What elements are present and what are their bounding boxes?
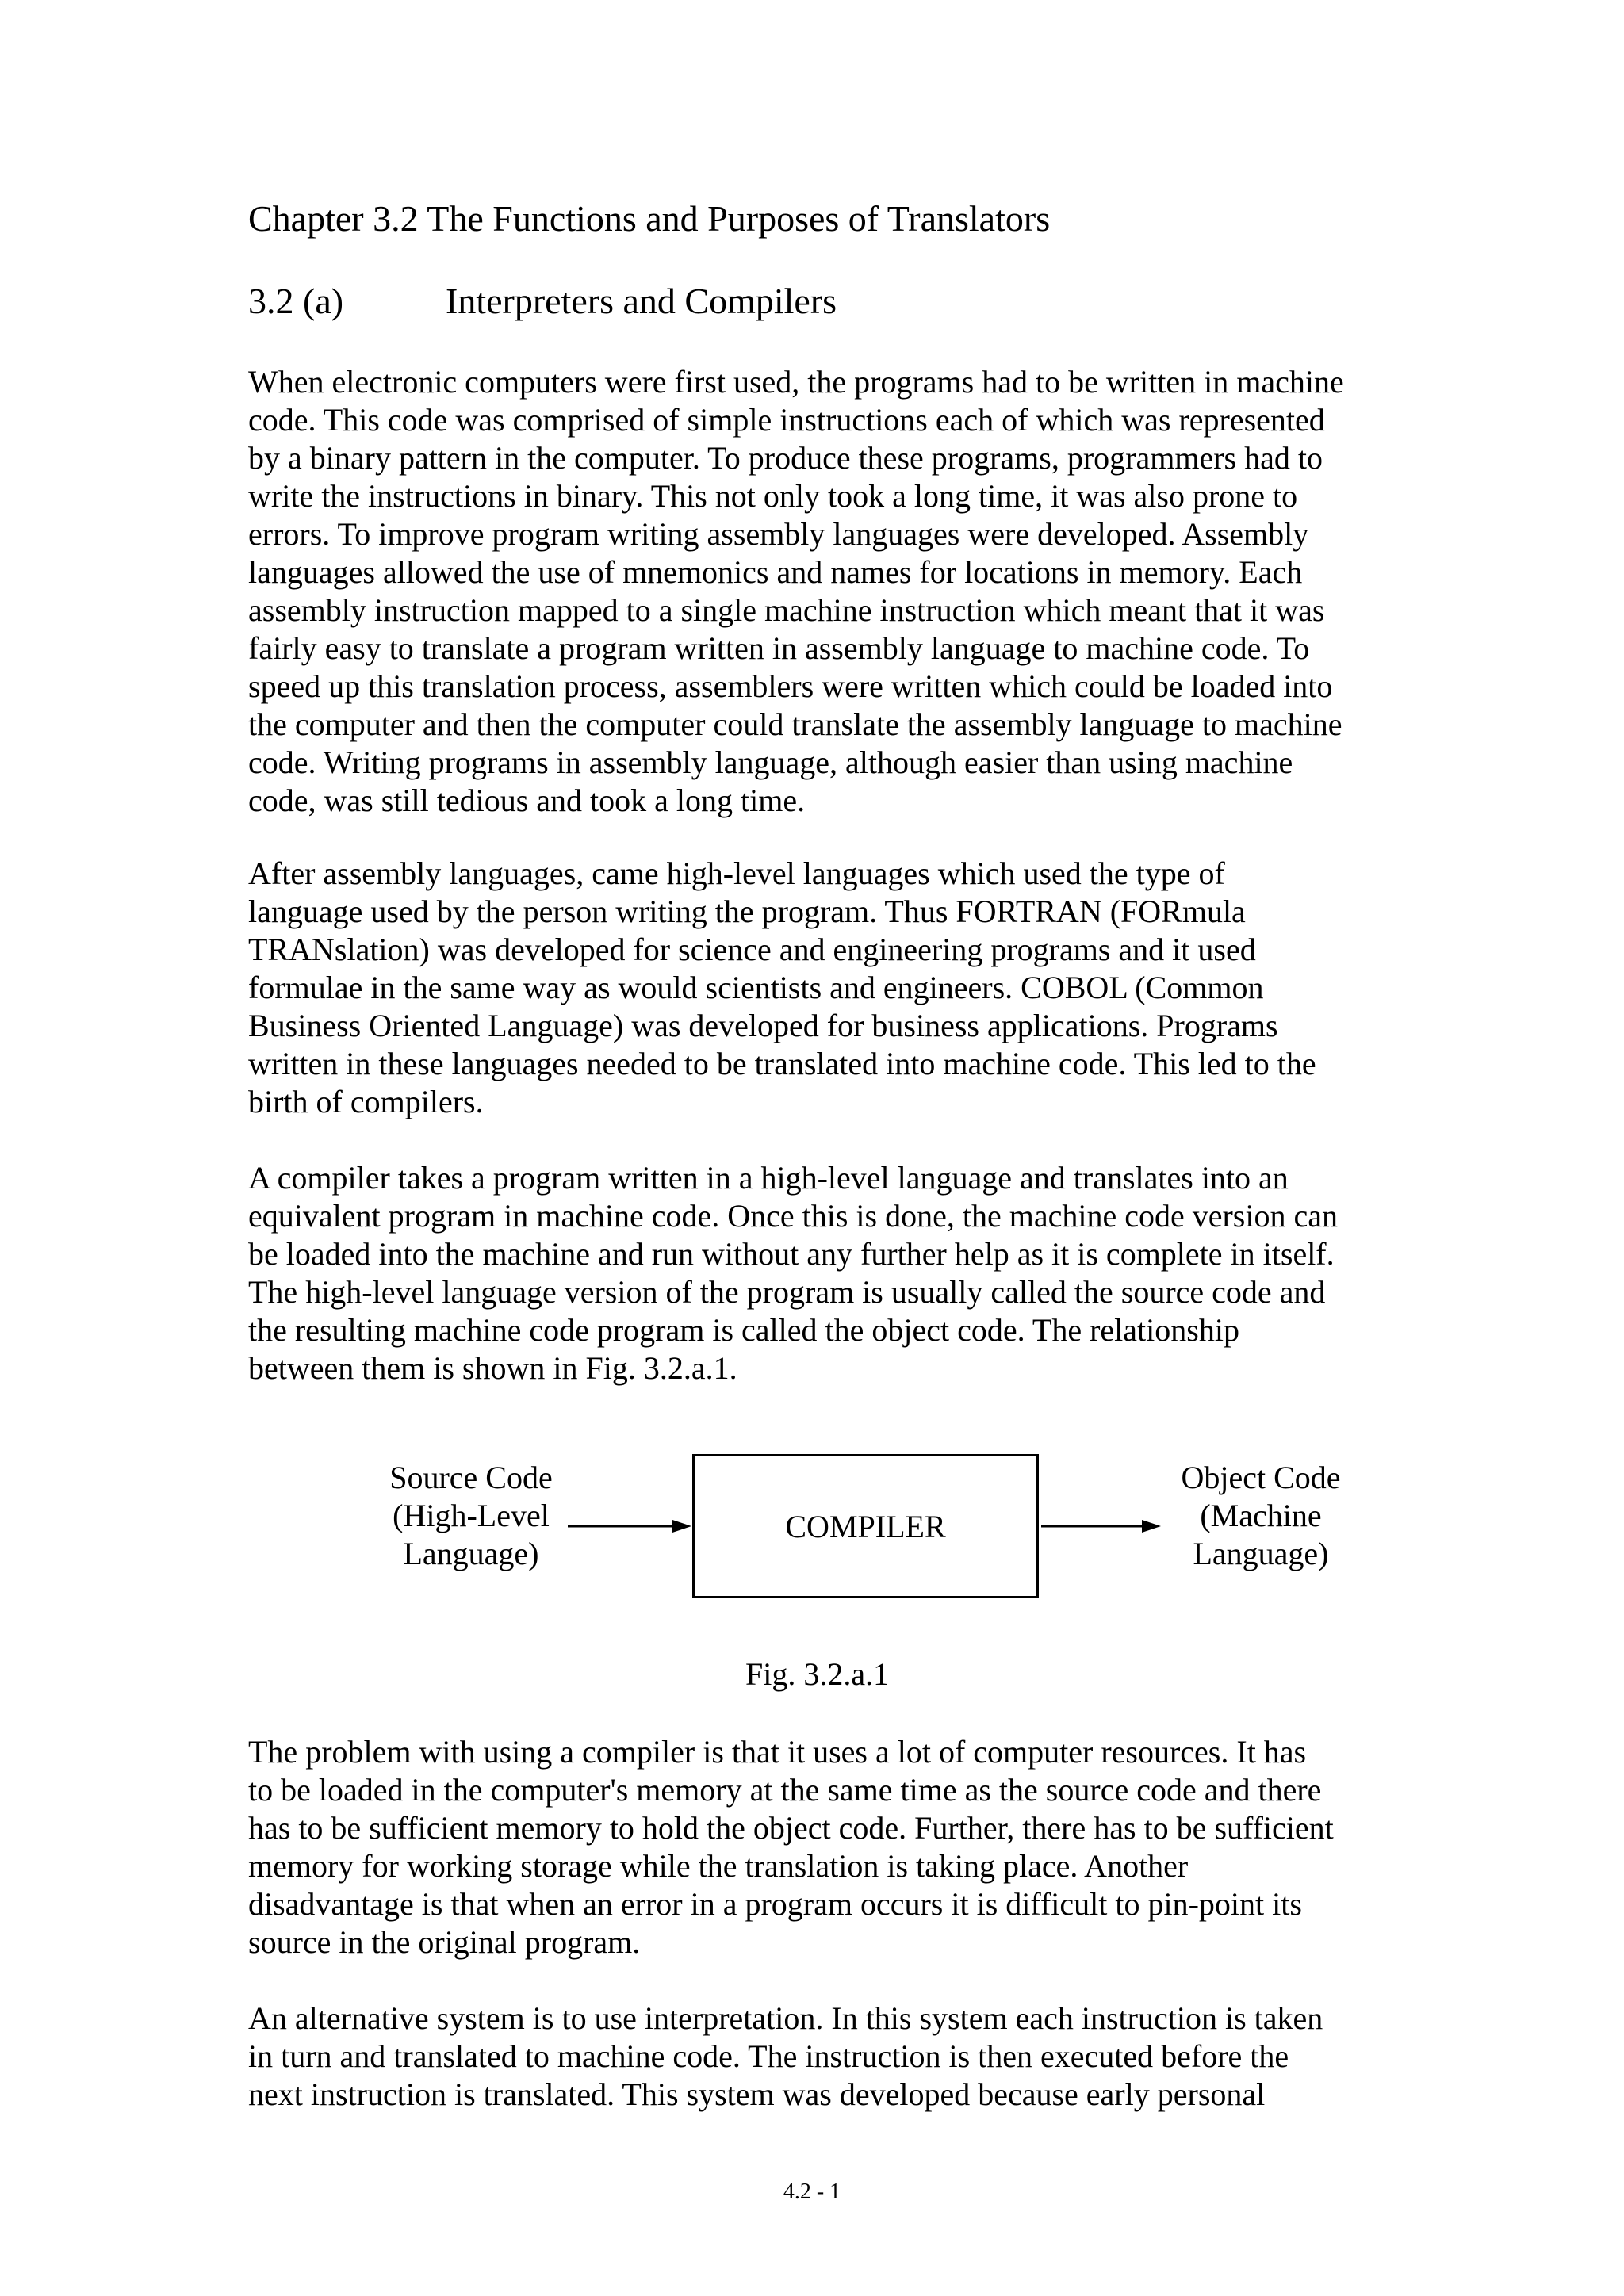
figure-object-line: (Machine — [1200, 1498, 1322, 1533]
paragraph-line: the computer and then the computer could translate the assembly language to machine — [248, 706, 1342, 742]
chapter-title: Chapter 3.2 The Functions and Purposes of Translators — [248, 198, 1051, 239]
paragraph-5 — [248, 1999, 1406, 2114]
paragraph-4 — [248, 1733, 1406, 1961]
paragraph-line: Business Oriented Language) was developed for business applications. Programs — [248, 1008, 1278, 1043]
paragraph-line: errors. To improve program writing assembly languages were developed. Assembly — [248, 516, 1309, 552]
paragraph-line: the resulting machine code program is called the object code. The relationship — [248, 1312, 1239, 1348]
paragraph-line: in turn and translated to machine code. The instruction is then executed before the — [248, 2038, 1289, 2074]
figure-source-line: (High-Level — [393, 1498, 550, 1533]
section-title: Interpreters and Compilers — [446, 281, 837, 321]
paragraph-line: assembly instruction mapped to a single machine instruction which meant that it was — [248, 592, 1325, 628]
paragraph-line: An alternative system is to use interpretation. In this system each instruction is taken — [248, 2000, 1323, 2036]
paragraph-line: A compiler takes a program written in a high-level language and translates into an — [248, 1160, 1289, 1196]
paragraph-line: birth of compilers. — [248, 1084, 484, 1119]
paragraph-line: code, was still tedious and took a long time. — [248, 783, 806, 818]
paragraph-line: be loaded into the machine and run without any further help as it is complete in itself. — [248, 1236, 1335, 1272]
paragraph-line: The problem with using a compiler is that it uses a lot of computer resources. It has — [248, 1734, 1307, 1770]
paragraph-line: next instruction is translated. This system was developed because early personal — [248, 2076, 1266, 2112]
paragraph-line: to be loaded in the computer's memory at the same time as the source code and there — [248, 1772, 1322, 1808]
paragraph-line: disadvantage is that when an error in a program occurs it is difficult to pin-point its — [248, 1886, 1302, 1922]
paragraph-line: written in these languages needed to be translated into machine code. This led to the — [248, 1046, 1316, 1081]
figure-caption: Fig. 3.2.a.1 — [745, 1656, 890, 1692]
arrow-from-compiler — [1041, 1520, 1161, 1533]
figure-object-line: Object Code — [1181, 1460, 1341, 1495]
paragraph-line: memory for working storage while the translation is taking place. Another — [248, 1848, 1189, 1884]
figure-source-line: Source Code — [389, 1460, 553, 1495]
section-number: 3.2 (a) — [248, 281, 344, 321]
paragraph-line: fairly easy to translate a program written in assembly language to machine code. To — [248, 630, 1310, 666]
paragraph-line: write the instructions in binary. This not only took a long time, it was also prone to — [248, 478, 1298, 514]
paragraph-line: After assembly languages, came high-level languages which used the type of — [248, 855, 1225, 891]
page-number: 4.2 - 1 — [783, 2179, 841, 2204]
paragraph-line: has to be sufficient memory to hold the object code. Further, there has to be sufficient — [248, 1810, 1334, 1846]
paragraph-line: language used by the person writing the program. Thus FORTRAN (FORmula — [248, 894, 1246, 929]
paragraph-line: The high-level language version of the program is usually called the source code and — [248, 1274, 1326, 1310]
paragraph-line: equivalent program in machine code. Once this is done, the machine code version can — [248, 1198, 1338, 1234]
paragraph-line: source in the original program. — [248, 1924, 641, 1960]
paragraph-line: languages allowed the use of mnemonics and names for locations in memory. Each — [248, 554, 1303, 590]
paragraph-line: When electronic computers were first used, the programs had to be written in machine — [248, 364, 1344, 400]
figure-object-line: Language) — [1193, 1536, 1329, 1571]
paragraph-line: code. Writing programs in assembly language, although easier than using machine — [248, 744, 1293, 780]
paragraph-line: formulae in the same way as would scientists and engineers. COBOL (Common — [248, 970, 1264, 1005]
figure-source-line: Language) — [403, 1536, 539, 1571]
paragraph-line: code. This code was comprised of simple instructions each of which was represented — [248, 402, 1325, 438]
paragraph-line: speed up this translation process, assemblers were written which could be loaded into — [248, 668, 1333, 704]
arrow-to-compiler — [568, 1520, 691, 1533]
paragraph-line: between them is shown in Fig. 3.2.a.1. — [248, 1350, 737, 1386]
paragraph-line: TRANslation) was developed for science and engineering programs and it used — [248, 932, 1256, 967]
paragraph-line: by a binary pattern in the computer. To produce these programs, programmers had to — [248, 440, 1323, 476]
compiler-label: COMPILER — [785, 1508, 946, 1544]
